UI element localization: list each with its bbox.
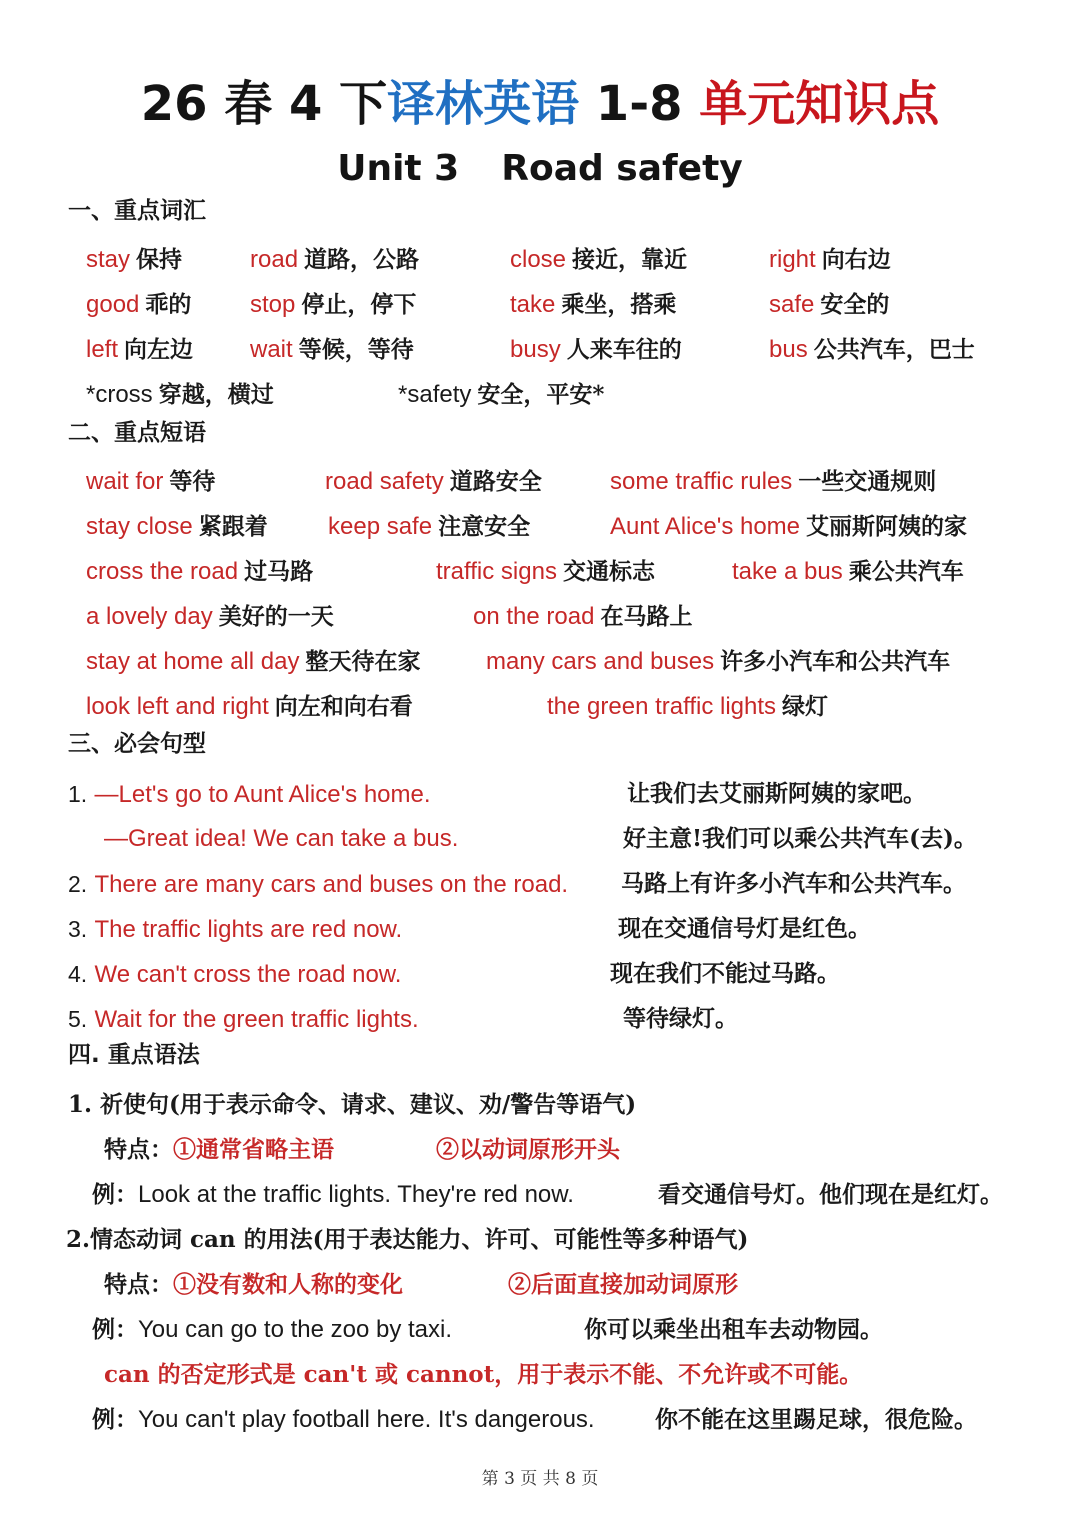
sentence-translation: 现在交通信号灯是红色。: [618, 915, 871, 942]
title-part-knowledge: 单元知识点: [699, 76, 940, 132]
phrase-item: road safety 道路安全: [325, 468, 542, 495]
title-part-units: 1-8: [579, 76, 700, 132]
phrase-item: on the road 在马路上: [473, 603, 693, 630]
vocab-item: *cross 穿越，横过: [86, 381, 274, 408]
sentence-translation: 马路上有许多小汽车和公共汽车。: [621, 870, 966, 897]
phrase-item: traffic signs 交通标志: [436, 558, 655, 585]
vocab-item: busy 人来车往的: [510, 336, 682, 363]
sentence-translation: 让我们去艾丽斯阿姨的家吧。: [627, 780, 926, 807]
grammar-feature: ②以动词原形开头: [436, 1136, 620, 1163]
vocab-item: right 向右边: [769, 246, 891, 273]
section-heading-grammar: 四. 重点语法: [68, 1042, 200, 1068]
vocab-item: wait 等候，等待: [250, 336, 414, 363]
sentence-translation: 等待绿灯。: [623, 1005, 738, 1032]
phrase-item: cross the road 过马路: [86, 558, 314, 585]
section-heading-sentences: 三、必会句型: [68, 731, 206, 757]
phrase-item: look left and right 向左和向右看: [86, 693, 413, 720]
phrase-item: keep safe 注意安全: [328, 513, 531, 540]
phrase-item: stay at home all day 整天待在家: [86, 648, 421, 675]
vocab-item: road 道路，公路: [250, 246, 420, 273]
grammar-point-title: 1. 祈使句(用于表示命令、请求、建议、劝/警告等语气): [68, 1091, 637, 1118]
phrase-item: Aunt Alice's home 艾丽斯阿姨的家: [610, 513, 968, 540]
section-heading-phrases: 二、重点短语: [68, 420, 206, 446]
title-part-textbook: 译林英语: [387, 76, 580, 132]
phrase-item: take a bus 乘公共汽车: [732, 558, 964, 585]
sentence-item: 3. The traffic lights are red now.: [68, 916, 403, 943]
sentence-translation: 好主意!我们可以乘公共汽车(去)。: [623, 825, 977, 852]
vocab-item: take 乘坐，搭乘: [510, 291, 677, 318]
phrase-item: a lovely day 美好的一天: [86, 603, 334, 630]
sentence-item: 4. We can't cross the road now.: [68, 961, 402, 988]
unit-name: Road safety: [501, 148, 743, 189]
phrase-item: the green traffic lights 绿灯: [547, 693, 829, 720]
vocab-item: good 乖的: [86, 291, 192, 318]
phrase-item: stay close 紧跟着: [86, 513, 268, 540]
grammar-example: 例：You can't play football here. It's dangerous.: [92, 1406, 595, 1433]
vocab-item: stop 停止，停下: [250, 291, 417, 318]
grammar-feature: 特点：①通常省略主语: [104, 1136, 334, 1163]
sentence-translation: 现在我们不能过马路。: [610, 960, 840, 987]
sentence-item: 2. There are many cars and buses on the road.: [68, 871, 569, 898]
grammar-example: 例：You can go to the zoo by taxi.: [92, 1316, 453, 1343]
vocab-item: stay 保持: [86, 246, 183, 273]
grammar-example-translation: 你不能在这里踢足球，很危险。: [655, 1406, 977, 1433]
grammar-example-translation: 看交通信号灯。他们现在是红灯。: [658, 1181, 1003, 1208]
grammar-point-title: 2.情态动词 can 的用法(用于表达能力、许可、可能性等多种语气): [66, 1226, 749, 1253]
phrase-item: wait for 等待: [86, 468, 216, 495]
page-footer: 第 3 页 共 8 页: [481, 1469, 599, 1489]
phrase-item: some traffic rules 一些交通规则: [610, 468, 937, 495]
grammar-feature: 特点：①没有数和人称的变化: [104, 1271, 403, 1298]
unit-title: [0, 146, 1080, 192]
title-part-grade: 26 春 4 下: [140, 76, 388, 132]
sentence-item: —Great idea! We can take a bus.: [104, 825, 459, 852]
unit-label: Unit 3: [337, 148, 460, 189]
section-heading-vocab: 一、重点词汇: [68, 198, 206, 224]
vocab-item: safe 安全的: [769, 291, 890, 318]
sentence-item: 5. Wait for the green traffic lights.: [68, 1006, 419, 1033]
vocab-item: *safety 安全，平安*: [398, 381, 605, 408]
grammar-example-translation: 你可以乘坐出租车去动物园。: [584, 1316, 883, 1343]
vocab-item: left 向左边: [86, 336, 194, 363]
vocab-item: bus 公共汽车，巴士: [769, 336, 975, 363]
grammar-feature: ②后面直接加动词原形: [508, 1271, 738, 1298]
grammar-example: 例：Look at the traffic lights. They're red now.: [92, 1181, 574, 1208]
sentence-item: 1. —Let's go to Aunt Alice's home.: [68, 781, 431, 808]
page-title: [0, 74, 1080, 134]
vocab-item: close 接近，靠近: [510, 246, 688, 273]
grammar-note: can 的否定形式是 can't 或 cannot，用于表示不能、不允许或不可能。: [104, 1361, 863, 1388]
phrase-item: many cars and buses 许多小汽车和公共汽车: [486, 648, 951, 675]
